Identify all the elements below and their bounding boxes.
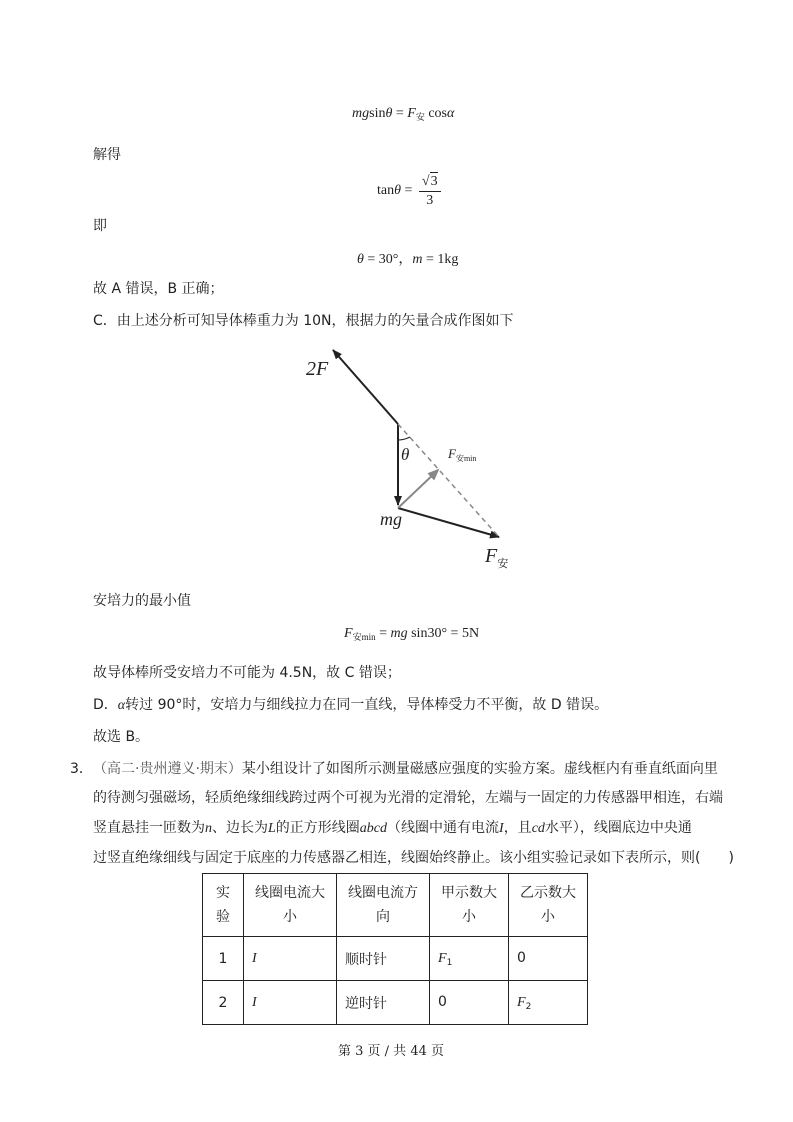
header-yi-reading: 乙示数大小 [509,874,588,937]
cell-current: I [244,937,337,981]
eq3-value: = 30°， [363,252,413,267]
label-theta: θ [401,445,410,464]
eq-tan-theta: θ [394,183,401,199]
equation-F-min [344,626,479,643]
eq-equals: = [392,106,408,121]
text-ab-conclusion: 故 A 错误，B 正确； [93,281,224,297]
text-c-conclusion: 故导体棒所受安培力不可能为 4.5N，故 C 错误； [93,665,401,681]
table-row [203,937,588,981]
angle-arc [398,437,410,440]
cell-jia-main: 0 [438,993,447,1010]
question-line-2: 的待测匀强磁场，轻质绝缘细线跨过两个可视为光滑的定滑轮，左端与一固定的力传感器甲相连，右端 [93,790,723,806]
header-experiment: 实验 [203,874,244,937]
q3-n: n [205,821,212,836]
cell-yi-sub: 2 [525,1001,532,1012]
equation-force-balance [352,106,454,123]
text-d-alpha: α [117,698,126,713]
eq-tan-equals: = [401,183,416,199]
q3-a: 竖直悬挂一匝数为 [93,820,205,836]
eq-theta: θ [385,106,393,121]
eq4-F-sub: 安min [352,632,376,642]
equation-tan [377,172,441,210]
q3-c: 的正方形线圈 [275,820,360,836]
cell-yi-main: 0 [517,949,526,966]
label-F-an-min [447,446,476,463]
header-jia-reading: 甲示数大小 [430,874,509,937]
q3-L: L [268,821,276,836]
header-current-direction: 线圈电流方向 [337,874,430,937]
eq4-mg: mg [390,626,408,641]
eq-cos: cos [424,106,448,121]
eq4-equals: = [375,626,391,641]
vector-F-an-min [398,470,438,508]
cell-current: I [244,981,337,1025]
question-line-1-text: 某小组设计了如图所示测量磁感应强度的实验方案。虚线框内有垂直纸面向里 [241,761,718,777]
dashed-resultant [398,424,499,537]
q3-f: 水平），线圈底边中央通 [544,820,692,836]
eq-sin: sin [369,106,386,121]
vector-F-an [398,508,499,537]
eq-alpha: α [447,106,455,121]
sqrt-symbol: √ [421,174,430,189]
question-line-3 [93,818,692,839]
cell-direction: 顺时针 [337,937,430,981]
label-mg: mg [380,509,402,529]
fraction-numerator: 3 [430,174,438,189]
vector-2F [333,350,398,424]
question-line-1 [93,759,718,779]
table-header-row [203,874,588,937]
q3-cd: cd [531,821,545,836]
cell-yi [509,937,588,981]
experiment-table [202,873,588,1025]
eq3-mvalue: = 1 [422,252,445,267]
text-anpei-min: 安培力的最小值 [93,593,191,609]
page-footer: 第 3 页 / 共 44 页 [338,1044,444,1059]
question-source: （高二·贵州遵义·期末） [93,761,242,777]
eq-mg: mg [352,106,370,121]
eq-tan: tan [377,183,395,199]
fraction-sqrt3-over-3 [419,172,441,210]
label-2F: 2F [306,358,329,380]
label-F-an-min-sub: 安min [455,454,477,463]
text-d-prefix: D． [93,697,118,713]
eq4-rest: sin30° = 5N [407,626,480,641]
label-F-an-min-main: F [448,446,456,461]
equation-theta-m [357,248,458,268]
text-answer-b: 故选 B。 [93,729,150,745]
fraction-denominator: 3 [426,193,434,208]
cell-jia-sub: 1 [446,957,453,968]
question-number: 3． [70,761,93,777]
label-F-an-sub: 安 [497,558,509,570]
cell-jia-main: F [438,950,447,966]
q3-b: 、边长为 [212,820,268,836]
label-F-an [484,545,508,570]
text-ji: 即 [93,218,107,234]
eq-F-sub: 安 [415,112,425,122]
cell-exp-number: 2 [203,981,244,1025]
eq3-m: m [412,252,423,267]
label-F-an-main: F [485,545,498,567]
eq-F: F [407,106,416,121]
cell-yi [509,981,588,1025]
cell-yi-main: F [517,994,526,1010]
text-d-rest: 转过 90°时，安培力与细线拉力在同一直线，导体棒受力不平衡，故 D 错误。 [125,697,609,713]
header-current-size: 线圈电流大小 [244,874,337,937]
cell-direction: 逆时针 [337,981,430,1025]
force-vector-diagram [300,340,530,575]
q3-d: （线圈中通有电流 [387,820,500,836]
q3-I: I [499,821,504,836]
text-jiede: 解得 [93,147,121,163]
cell-exp-number: 1 [203,937,244,981]
text-c-analysis: C．由上述分析可知导体棒重力为 10N，根据力的矢量合成作图如下 [93,313,514,329]
text-d-analysis [93,695,608,716]
table-row [203,981,588,1025]
question-line-4: 过竖直绝缘细线与固定于底座的力传感器乙相连，线圈始终静止。该小组实验记录如下表所示，则( ) [93,850,734,866]
eq3-theta: θ [357,252,364,267]
cell-jia [430,937,509,981]
eq3-unit: kg [444,252,459,267]
eq4-F: F [344,626,353,641]
q3-e: ，且 [503,820,532,836]
q3-abcd: abcd [359,821,388,836]
cell-jia [430,981,509,1025]
